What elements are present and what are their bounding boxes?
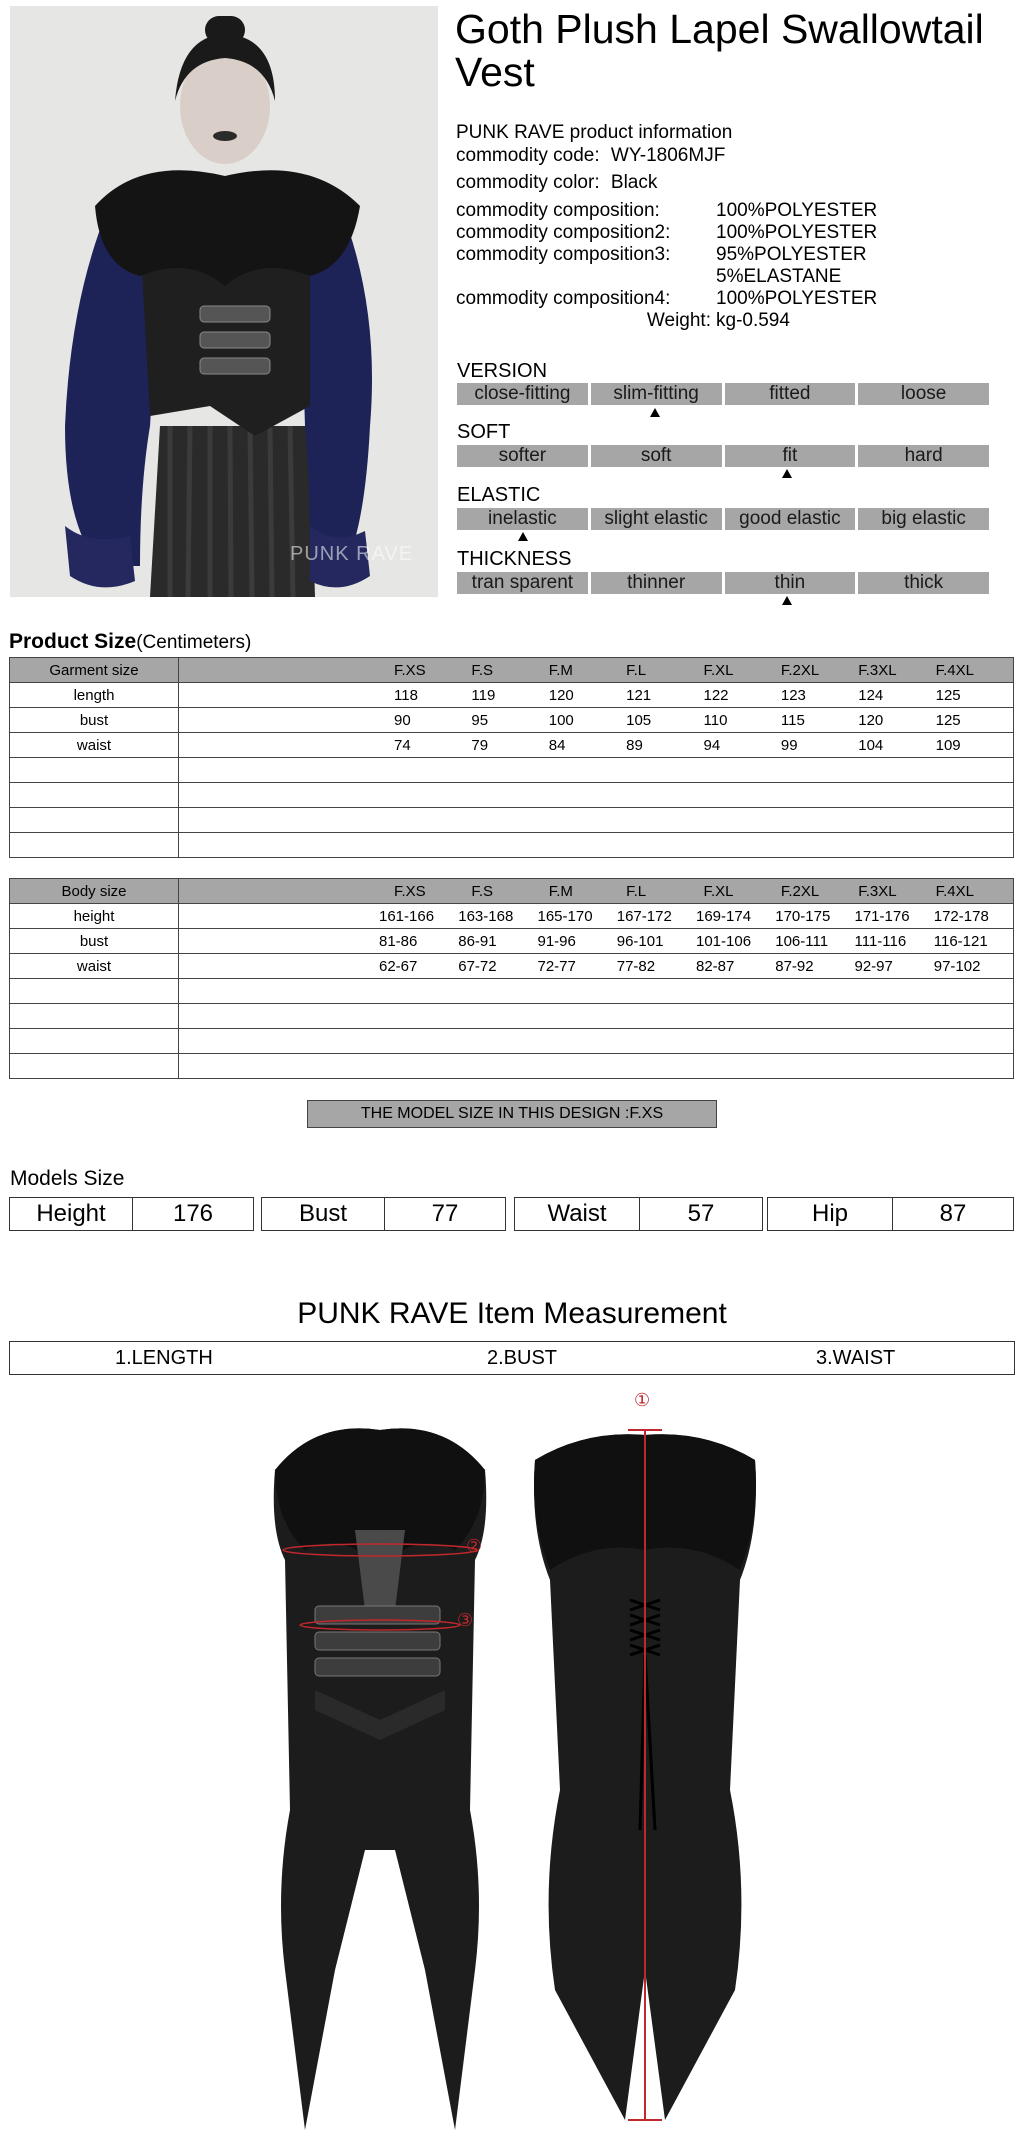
row-label: bust [10,708,179,733]
cell-value: 92-97 [854,957,893,975]
empty-row [10,808,1014,833]
row-values [179,904,1014,929]
scale-option: good elastic [725,508,856,530]
model-stat-label: Waist [515,1198,640,1230]
cell-value: 118 [394,686,418,704]
info-label: commodity composition: [456,200,660,221]
cell-value: 115 [780,711,805,729]
row-label: height [10,904,179,929]
scale-thickness [457,572,989,594]
cell-value: 109 [935,736,961,754]
scale-title-elastic: ELASTIC [457,484,541,506]
table-row [10,954,1014,979]
empty-row [10,783,1014,808]
scale-elastic [457,508,989,530]
cell-value: 74 [394,736,411,754]
model-stat-label: Height [10,1198,133,1230]
info-value: Black [610,172,658,193]
size-label: F.S [471,661,494,679]
model-stat-value: 77 [431,1200,459,1227]
cell-value: 67-72 [458,957,497,975]
size-label: F.3XL [858,661,897,679]
empty-row [10,979,1014,1004]
info-value: 100%POLYESTER [716,200,878,221]
size-label: F.4XL [935,882,974,900]
scale-option: hard [858,445,989,467]
info-value: 100%POLYESTER [716,288,878,309]
info-label: Weight: [646,310,711,331]
info-label: commodity color: [456,172,600,193]
empty-row [10,1004,1014,1029]
size-label: F.XL [703,661,734,679]
empty-row [10,758,1014,783]
size-label: F.XS [394,882,426,900]
cell-value: 121 [626,686,652,704]
scale-option: big elastic [858,508,989,530]
table-row [10,929,1014,954]
info-row-composition1 [456,200,936,222]
models-size-heading: Models Size [10,1167,125,1190]
cell-value: 86-91 [458,932,497,950]
cell-value: 122 [703,686,729,704]
scale-option: slim-fitting [591,383,722,405]
scale-option: thin [725,572,856,594]
scale-version [457,383,989,405]
scale-option: thinner [591,572,722,594]
table-header-sizes [179,658,1014,683]
cell-value: 172-178 [933,907,989,925]
cell-value: 111-116 [854,932,907,950]
scale-option: fitted [725,383,856,405]
row-values [179,929,1014,954]
cell-value: 105 [626,711,652,729]
table-header-row [10,658,1014,683]
cell-value: 104 [858,736,884,754]
model-stat-hip [767,1197,1014,1231]
cell-value: 169-174 [696,907,752,925]
table-row [10,708,1014,733]
cell-value: 82-87 [696,957,735,975]
cell-value: 106-111 [775,932,829,950]
info-row-color [456,172,657,194]
size-label: F.2XL [780,882,820,900]
measurement-legend [9,1341,1015,1375]
product-size-unit: (Centimeters) [136,632,252,653]
cell-value: 125 [935,711,961,729]
cell-value: 120 [858,711,884,729]
cell-value: 96-101 [616,932,664,950]
cell-value: 167-172 [616,907,672,925]
row-label: waist [10,954,179,979]
photo-watermark: PUNK RAVE [290,543,414,565]
empty-row [10,1054,1014,1079]
size-label: F.L [626,661,647,679]
cell-value: 116-121 [933,932,988,950]
scale-option: slight elastic [591,508,722,530]
scale-marker-soft [782,469,792,478]
table-header-label: Garment size [10,658,179,683]
model-stat-label: Bust [262,1198,385,1230]
cell-value: 72-77 [537,957,576,975]
cell-value: 87-92 [775,957,814,975]
table-row [10,683,1014,708]
size-label: F.4XL [935,661,974,679]
measurement-item-bust: 2.BUST [487,1347,558,1369]
size-label: F.M [548,661,573,679]
info-row-code [456,145,725,167]
garment-front-view [255,1410,505,2130]
row-values [179,954,1014,979]
cell-value: 100 [548,711,574,729]
model-illustration [10,6,438,597]
body-size-table [9,878,1014,1079]
row-label: bust [10,929,179,954]
cell-value: 91-96 [537,932,576,950]
model-stat-value: 57 [687,1200,715,1227]
scale-option: thick [858,572,989,594]
row-values [179,708,1014,733]
scale-option: tran sparent [457,572,588,594]
info-value: 5%ELASTANE [716,266,842,287]
row-values [179,683,1014,708]
garment-back-view [515,1410,775,2130]
size-label: F.XS [394,661,426,679]
cell-value: 170-175 [775,907,831,925]
cell-value: 84 [548,736,566,754]
cell-value: 171-176 [854,907,910,925]
scale-marker-elastic [518,532,528,541]
info-row-composition4 [456,288,936,310]
scale-title-soft: SOFT [457,421,511,443]
scale-option: fit [725,445,856,467]
model-stat-height [9,1197,254,1231]
empty-row [10,1029,1014,1054]
scale-marker-version [650,408,660,417]
model-stat-label: Hip [768,1198,893,1230]
info-label: commodity composition4: [456,288,671,309]
cell-value: 95 [471,711,489,729]
cell-value: 110 [703,711,728,729]
product-title: Goth Plush Lapel Swallowtail Vest [455,6,984,95]
size-label: F.M [548,882,573,900]
cell-value: 163-168 [458,907,514,925]
model-stat-bust [261,1197,506,1231]
cell-value: 101-106 [696,932,752,950]
scale-option: loose [858,383,989,405]
cell-value: 119 [471,686,496,704]
info-value: 95%POLYESTER [716,244,867,265]
cell-value: 90 [394,711,411,729]
garment-size-table [9,657,1014,858]
table-header-row [10,879,1014,904]
model-stat-waist [514,1197,763,1231]
info-value: kg-0.594 [716,310,790,331]
scale-title-version: VERSION [457,360,548,382]
brand-info-line: PUNK RAVE product information [456,122,733,143]
empty-row [10,833,1014,858]
scale-title-thickness: THICKNESS [457,548,572,570]
info-label: commodity composition2: [456,222,671,243]
cell-value: 125 [935,686,961,704]
product-size-heading [9,630,251,654]
cell-value: 89 [626,736,643,754]
size-label: F.S [471,882,494,900]
marker-3: ③ [457,1610,474,1630]
cell-value: 123 [780,686,806,704]
cell-value: 62-67 [379,957,418,975]
info-value: WY-1806MJF [610,145,726,166]
table-row [10,904,1014,929]
size-label: F.2XL [780,661,820,679]
info-label: commodity code: [456,145,600,166]
cell-value: 79 [471,736,489,754]
scale-marker-thickness [782,596,792,605]
cell-value: 124 [858,686,884,704]
scale-option: soft [591,445,722,467]
model-stat-value: 176 [172,1200,214,1227]
table-row [10,733,1014,758]
cell-value: 81-86 [379,932,418,950]
info-row-composition2 [456,222,936,244]
info-label: commodity composition3: [456,244,671,265]
table-header-sizes [179,879,1014,904]
cell-value: 99 [780,736,798,754]
scale-option: inelastic [457,508,588,530]
model-photo [10,6,438,597]
table-header-label: Body size [10,879,179,904]
scale-soft [457,445,989,467]
product-size-title: Product Size [9,630,137,653]
cell-value: 77-82 [616,957,656,975]
model-size-note: THE MODEL SIZE IN THIS DESIGN :F.XS [307,1100,717,1128]
size-label: F.XL [703,882,734,900]
measurement-item-waist: 3.WAIST [816,1347,896,1369]
marker-2: ② [466,1536,483,1556]
model-stat-value: 87 [939,1200,967,1227]
row-label: length [10,683,179,708]
scale-option: softer [457,445,588,467]
measurement-title: PUNK RAVE Item Measurement [297,1297,727,1330]
cell-value: 165-170 [537,907,593,925]
cell-value: 97-102 [933,957,981,975]
row-values [179,733,1014,758]
scale-option: close-fitting [457,383,588,405]
cell-value: 161-166 [379,907,435,925]
size-label: F.3XL [858,882,897,900]
cell-value: 94 [703,736,721,754]
info-value: 100%POLYESTER [716,222,878,243]
row-label: waist [10,733,179,758]
measurement-item-length: 1.LENGTH [115,1347,213,1369]
marker-1: ① [634,1390,651,1410]
size-label: F.L [626,882,647,900]
info-row-composition3 [456,244,936,266]
cell-value: 120 [548,686,574,704]
